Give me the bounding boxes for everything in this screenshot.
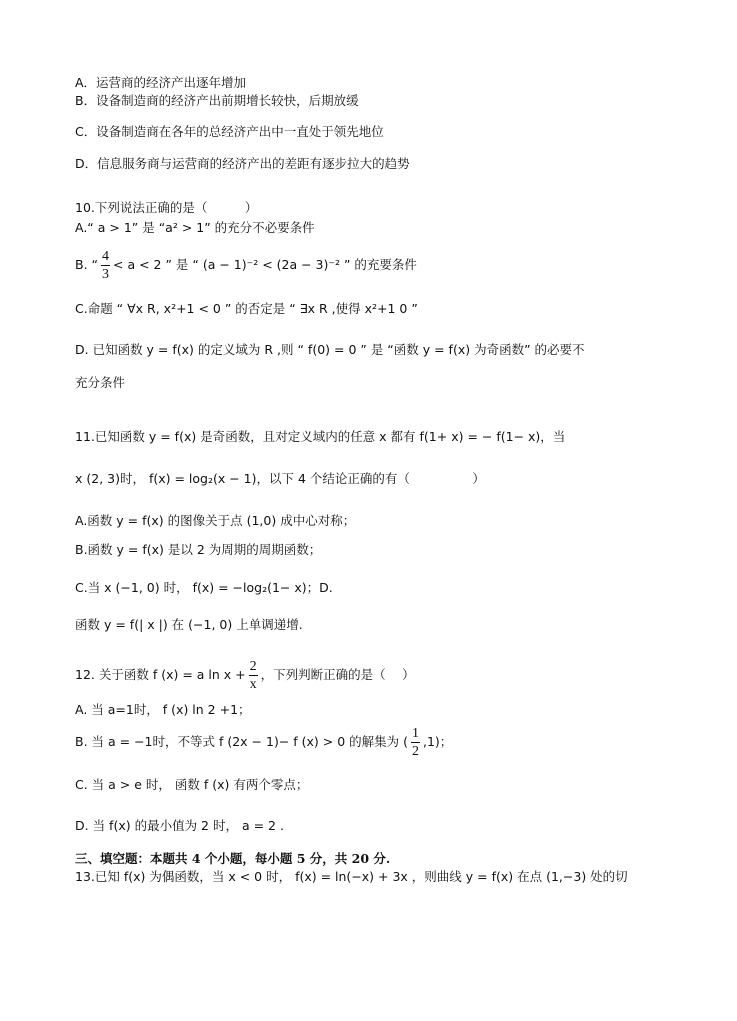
fraction (101, 248, 110, 283)
q12-option-b (75, 724, 452, 760)
q12-stem (75, 657, 415, 693)
q11-option-c: C.当 x (−1, 0) 时， f(x) = −log₂(1− x)；D. (75, 580, 333, 595)
q10-option-b (75, 247, 417, 283)
q10-option-a: A.“ a > 1” 是 “a² > 1” 的充分不必要条件 (75, 220, 315, 235)
q9-option-a: A．运营商的经济产出逐年增加 (75, 75, 247, 90)
fraction (411, 725, 420, 760)
denominator: x (249, 677, 257, 692)
q11-stem-cont: x (2, 3)时， f(x) = log₂(x − 1)，以下 4 个结论正确的有（ ） (75, 471, 485, 486)
numerator: 2 (249, 659, 257, 674)
q10-option-d-cont: 充分条件 (75, 375, 126, 390)
q11-option-d: 函数 y = f(| x |) 在 (−1, 0) 上单调递增. (75, 617, 303, 632)
q10-stem: 10.下列说法正确的是（ ） (75, 200, 258, 215)
q12-option-a: A. 当 a=1时， f (x) ln 2 +1； (75, 702, 251, 717)
text: ，下列判断正确的是（ ） (260, 667, 415, 682)
q11-stem: 11.已知函数 y = f(x) 是奇函数，且对定义域内的任意 x 都有 f(1+ x) = − f(1− x)，当 (75, 429, 566, 444)
denominator: 3 (102, 267, 109, 282)
q9-option-b: B．设备制造商的经济产出前期增长较快，后期放缓 (75, 93, 359, 108)
q10-option-c: C.命题 “ ∀x R, x²+1 < 0 ” 的否定是 “ ∃x R ,使得 x²+1 0 ” (75, 301, 418, 316)
q10-option-d: D. 已知函数 y = f(x) 的定义域为 R ,则 “ f(0) = 0 ” 是 “函数 y = f(x) 为奇函数” 的必要不 (75, 342, 585, 357)
q9-option-d: D．信息服务商与运营商的经济产出的差距有逐步拉大的趋势 (75, 156, 410, 171)
text: < a < 2 ” 是 “ (a − 1)⁻² < (2a − 3)⁻² ” 的充要条件 (113, 257, 417, 272)
denominator: 2 (412, 744, 419, 759)
fraction (249, 658, 258, 693)
text: B. 当 a = −1时，不等式 f (2x − 1)− f (x) > 0 的解集为 ( (75, 734, 408, 749)
q11-option-b: B.函数 y = f(x) 是以 2 为周期的周期函数； (75, 542, 322, 557)
text: B. “ (75, 257, 98, 272)
q12-option-d: D. 当 f(x) 的最小值为 2 时， a = 2 . (75, 818, 284, 833)
numerator: 4 (102, 249, 109, 264)
q11-option-a: A.函数 y = f(x) 的图像关于点 (1,0) 成中心对称； (75, 513, 356, 528)
text: 12. 关于函数 f (x) = a ln x + (75, 667, 246, 682)
text: ,1)； (423, 734, 453, 749)
section-heading: 三、填空题：本题共 4 个小题，每小题 5 分，共 20 分. (75, 851, 391, 866)
numerator: 1 (412, 726, 419, 741)
q12-option-c: C. 当 a > e 时， 函数 f (x) 有两个零点； (75, 777, 309, 792)
q9-option-c: C．设备制造商在各年的总经济产出中一直处于领先地位 (75, 124, 384, 139)
q13-stem: 13.已知 f(x) 为偶函数，当 x < 0 时， f(x) = ln(−x) + 3x ，则曲线 y = f(x) 在点 (1,−3) 处的切 (75, 869, 628, 884)
